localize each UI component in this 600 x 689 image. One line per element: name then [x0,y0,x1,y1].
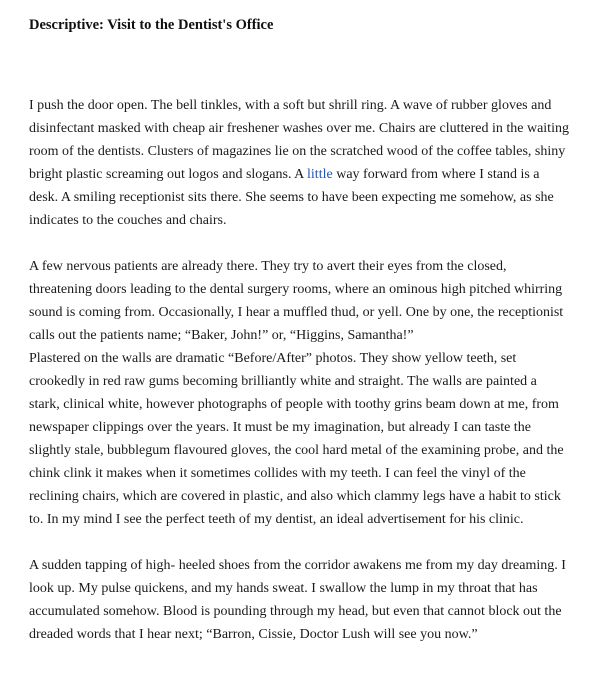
paragraph-1-text-before-link: I push the door open. The bell tinkles, with a soft but shrill ring. A wave of rubber gloves and disinfectant masked with cheap air freshener washes over me. Chairs are cluttered in the waiting room of the dentists. Clusters of magazines lie on the scratched wood of the coffee tables, shiny bright plastic screaming out logos and slogans. A [29,98,569,182]
paragraph-4: A sudden tapping of high- heeled shoes from the corridor awakens me from my day dreaming. I look up. My pulse quickens, and my hands sweat. I swallow the lump in my throat that has accumulated somehow. Blood is pounding through my head, but even that cannot block out the dreaded words that I hear next; “Barron, Cissie, Doctor Lush will see you now.” [29,558,566,642]
paragraph-2: A few nervous patients are already there. They try to avert their eyes from the closed, threatening doors leading to the dental surgery rooms, where an ominous high pitched whirring sound is coming from. Occasionally, I hear a muffled thud, or yell. One by one, the receptionist calls out the patients name; “Baker, John!” or, “Higgins, Samantha!” [29,259,564,343]
document-title: Descriptive: Visit to the Dentist's Office [29,17,274,33]
paragraph-1-text-after-link: way forward from where I stand is a desk. A smiling receptionist sits there. She seems to have been expecting me somehow, as she indicates to the couches and chairs. [29,167,554,228]
paragraph-spacer [29,232,570,255]
paragraph-spacer [29,531,570,554]
paragraph-3: Plastered on the walls are dramatic “Before/After” photos. They show yellow teeth, set crookedly in red raw gums becoming brilliantly white and straight. The walls are painted a stark, clinical white, however photographs of people with toothy grins beam down at me, from newspaper clippings over the years. It must be my imagination, but already I can taste the slightly stale, bubblegum flavoured gloves, the cool hard metal of the examining probe, and the chink clink it makes when it sometimes collides with my teeth. I can feel the vinyl of the reclining chairs, which are covered in plastic, and also which clammy legs have a habit to stick to. In my mind I see the perfect teeth of my dentist, an ideal advertisement for his clinic. [29,351,564,527]
little-link[interactable]: little [307,167,333,182]
paragraph-1 [29,94,570,232]
